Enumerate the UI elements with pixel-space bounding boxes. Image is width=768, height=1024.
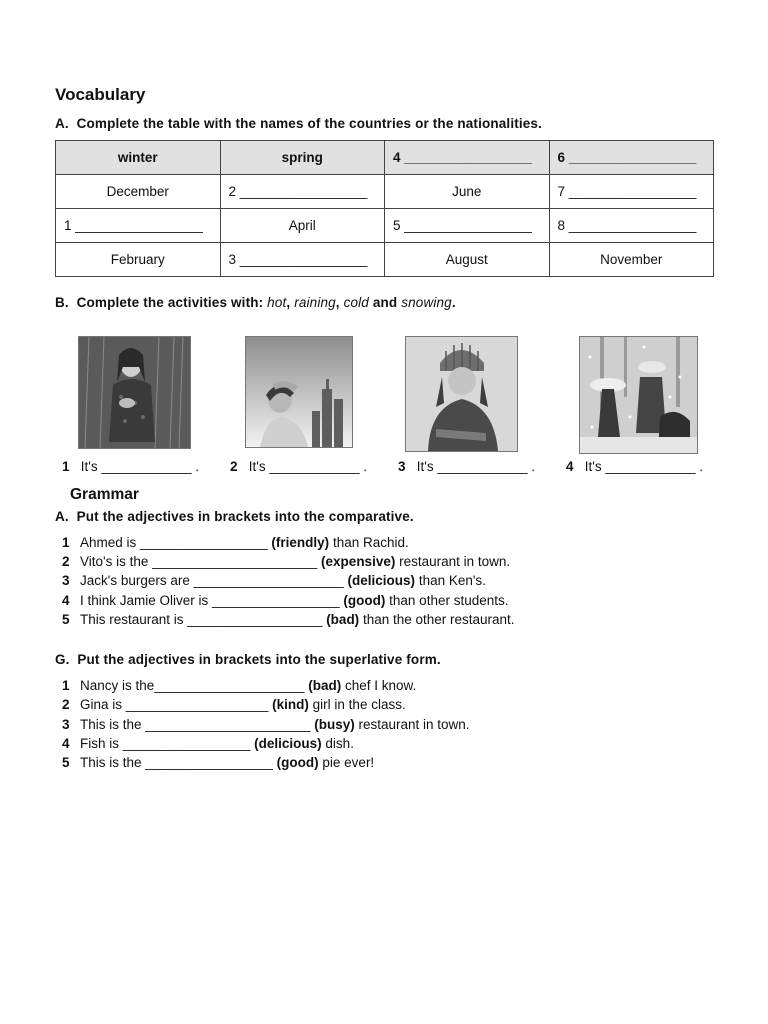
item-rest: dish. [321, 736, 354, 751]
grammar-g-instruction [55, 652, 441, 667]
comparative-item [62, 592, 509, 610]
item-rest: pie ever! [318, 755, 375, 770]
vocab-a-text: Complete the table with the names of the countries or the nationalities. [76, 116, 542, 131]
word-snowing: snowing [401, 295, 452, 310]
comparative-item [62, 572, 486, 590]
vocab-b-prefix: Complete the activities with: [76, 295, 264, 310]
superlative-item [62, 677, 416, 695]
separator: , [335, 295, 340, 310]
item-adjective: (friendly) [271, 535, 330, 550]
item-number: 3 [62, 717, 70, 732]
item-number: 1 [62, 535, 70, 550]
caption-1 [62, 459, 199, 474]
item-adjective: (expensive) [321, 554, 396, 569]
caption-number: 3 [398, 459, 406, 474]
word-hot: hot [267, 295, 287, 310]
item-adjective: (delicious) [254, 736, 322, 751]
separator: , [286, 295, 291, 310]
caption-2 [230, 459, 367, 474]
grammar-g-text: Put the adjectives in brackets into the superlative form. [77, 652, 441, 667]
caption-3 [398, 459, 535, 474]
caption-blank[interactable]: It's ____________ . [248, 459, 367, 474]
item-adjective: (busy) [314, 717, 355, 732]
comparative-item [62, 553, 510, 571]
vocabulary-heading: Vocabulary [55, 85, 146, 104]
table-cell: February [56, 243, 221, 277]
item-rest: than Ken's. [415, 573, 486, 588]
vocab-a-letter: A. [55, 116, 69, 131]
table-cell-blank[interactable]: 4 _________________ [385, 141, 550, 175]
table-cell-blank[interactable]: 8 _________________ [549, 209, 714, 243]
item-number: 1 [62, 678, 70, 693]
item-number: 4 [62, 736, 70, 751]
item-text[interactable]: This restaurant is __________________ [80, 612, 327, 627]
snow-photo [579, 336, 698, 454]
caption-blank[interactable]: It's ____________ . [416, 459, 535, 474]
table-cell: November [549, 243, 714, 277]
item-text[interactable]: This is the _________________ [80, 755, 277, 770]
item-adjective: (bad) [326, 612, 360, 627]
item-adjective: (kind) [272, 697, 309, 712]
grammar-g-letter: G. [55, 652, 70, 667]
word-cold: cold [343, 295, 369, 310]
item-number: 4 [62, 593, 70, 608]
item-text[interactable]: Fish is _________________ [80, 736, 255, 751]
table-cell-blank[interactable]: 5 _________________ [385, 209, 550, 243]
caption-blank[interactable]: It's ____________ . [80, 459, 199, 474]
rain-photo [78, 336, 191, 449]
table-cell: spring [220, 141, 385, 175]
item-number: 2 [62, 697, 70, 712]
table-row [56, 141, 714, 175]
item-adjective: (delicious) [347, 573, 416, 588]
superlative-item [62, 716, 470, 734]
table-cell-blank[interactable]: 2 _________________ [220, 175, 385, 209]
table-cell: December [56, 175, 221, 209]
item-number: 5 [62, 755, 70, 770]
table-cell: August [385, 243, 550, 277]
item-rest: than the other restaurant. [359, 612, 515, 627]
item-text[interactable]: Ahmed is _________________ [80, 535, 272, 550]
separator: and [372, 295, 398, 310]
seasons-months-table [55, 140, 714, 277]
item-rest: girl in the class. [308, 697, 406, 712]
item-rest: restaurant in town. [395, 554, 511, 569]
item-text[interactable]: Vito's is the ______________________ [80, 554, 322, 569]
item-rest: than other students. [385, 593, 509, 608]
item-text[interactable]: Nancy is the____________________ [80, 678, 309, 693]
comparative-item [62, 534, 409, 552]
table-cell-blank[interactable]: 7 _________________ [549, 175, 714, 209]
table-row [56, 209, 714, 243]
caption-number: 4 [566, 459, 574, 474]
vocab-b-instruction [55, 295, 456, 310]
item-text[interactable]: Gina is ___________________ [80, 697, 273, 712]
word-raining: raining [294, 295, 336, 310]
table-cell: April [220, 209, 385, 243]
caption-number: 2 [230, 459, 238, 474]
item-text[interactable]: This is the ______________________ [80, 717, 315, 732]
item-text[interactable]: I think Jamie Oliver is _________________ [80, 593, 344, 608]
grammar-heading: Grammar [70, 486, 139, 503]
superlative-item [62, 754, 374, 772]
item-number: 3 [62, 573, 70, 588]
table-cell-blank[interactable]: 1 _________________ [56, 209, 221, 243]
comparative-item [62, 611, 515, 629]
table-cell-blank[interactable]: 3 _________________ [220, 243, 385, 277]
hot-weather-photo [245, 336, 353, 448]
caption-number: 1 [62, 459, 70, 474]
item-adjective: (good) [276, 755, 319, 770]
table-cell: winter [56, 141, 221, 175]
vocab-a-instruction [55, 116, 542, 131]
table-row [56, 175, 714, 209]
item-adjective: (bad) [308, 678, 342, 693]
item-adjective: (good) [343, 593, 386, 608]
item-rest: chef I know. [341, 678, 417, 693]
item-number: 2 [62, 554, 70, 569]
table-cell-blank[interactable]: 6 _________________ [549, 141, 714, 175]
table-cell: June [385, 175, 550, 209]
grammar-a-instruction [55, 509, 414, 524]
caption-4 [566, 459, 703, 474]
item-rest: restaurant in town. [354, 717, 470, 732]
item-number: 5 [62, 612, 70, 627]
table-row [56, 243, 714, 277]
caption-blank[interactable]: It's ____________ . [584, 459, 703, 474]
item-rest: than Rachid. [329, 535, 409, 550]
grammar-a-letter: A. [55, 509, 69, 524]
vocab-b-letter: B. [55, 295, 69, 310]
superlative-item [62, 696, 406, 714]
superlative-item [62, 735, 354, 753]
grammar-a-text: Put the adjectives in brackets into the comparative. [76, 509, 414, 524]
cold-weather-photo [405, 336, 518, 452]
separator: . [451, 295, 456, 310]
item-text[interactable]: Jack's burgers are ____________________ [80, 573, 348, 588]
